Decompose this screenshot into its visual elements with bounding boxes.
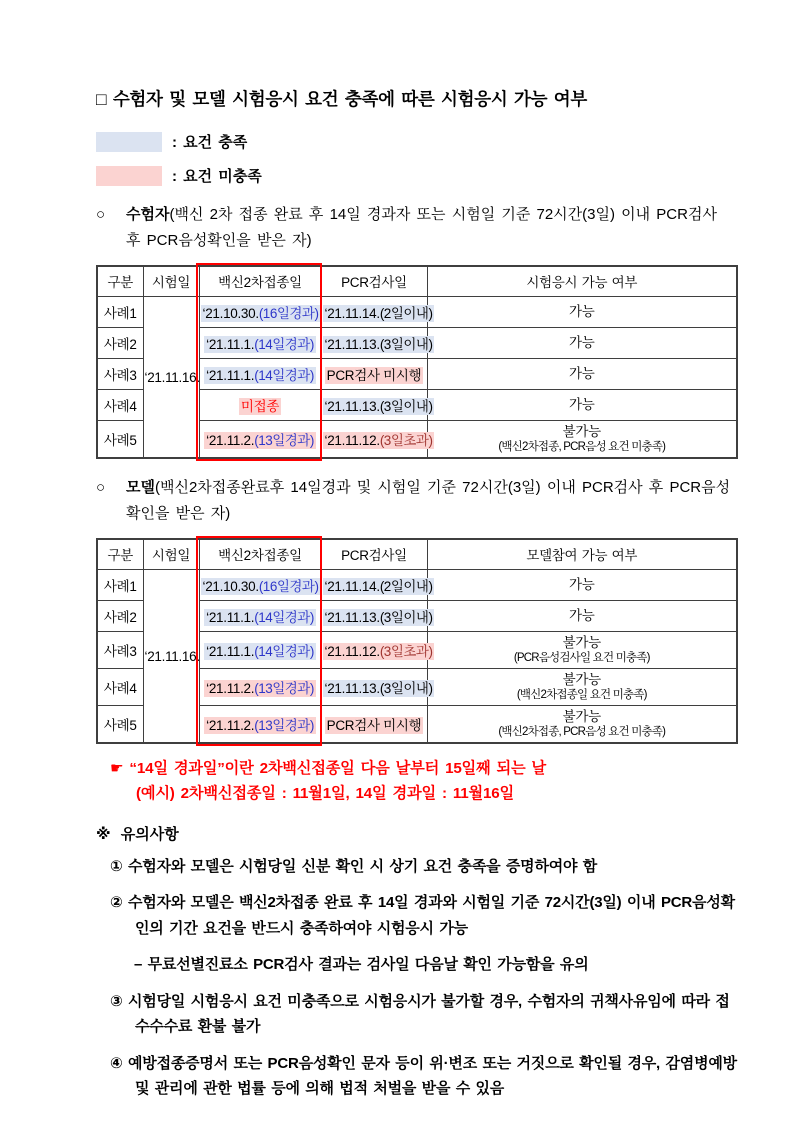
case-label: 사례3 (97, 632, 143, 669)
column-header: 백신2차접종일 (199, 539, 321, 570)
note-number: ④ (110, 1054, 123, 1072)
column-header: 모델참여 가능 여부 (427, 539, 737, 570)
model-table-wrap (96, 538, 738, 745)
pcr-date-cell (321, 570, 433, 601)
result-main: 가능 (569, 365, 595, 381)
column-header: 백신2차접종일 (199, 266, 321, 297)
requirement-table-examinee (96, 265, 738, 460)
section-model-desc: (백신2차접종완료후 14일경과 및 시험일 기준 72시간(3일) 이내 PCR검사 후 PCR음성확인을 받은 자) (126, 479, 731, 523)
date-note: (14일경과) (254, 337, 314, 352)
date-with-note: ‘21.11.2.(13일경과) (206, 433, 314, 449)
unmet-legend-label: : 요건 미충족 (172, 168, 262, 185)
result-main: 가능 (569, 334, 595, 350)
result-main: 가능 (569, 396, 595, 412)
case-label: 사례4 (97, 669, 143, 706)
fourteen-day-definition-note (110, 756, 739, 806)
caution-item-1 (110, 854, 740, 880)
date-note: (13일경과) (254, 681, 314, 697)
result-main: 가능 (569, 576, 595, 592)
column-header: 구분 (97, 266, 143, 297)
column-header: 구분 (97, 539, 143, 570)
result-cell (427, 328, 737, 359)
section-model-name: 모델 (126, 479, 155, 497)
cell-text: 미접종 (240, 399, 280, 414)
date-note: (3일초과) (379, 644, 433, 660)
result-main: 불가능 (562, 709, 601, 725)
date-note: (3일이내) (379, 337, 433, 352)
exam-date-cell: ‘21.11.16. (143, 297, 199, 459)
date-note: (3일이내) (379, 610, 433, 626)
table-header-row (97, 266, 737, 297)
requirement-table-model (96, 538, 738, 745)
vaccine-date-cell (199, 601, 321, 632)
date-with-note: ‘21.11.1.(14일경과) (206, 644, 314, 660)
vaccine-date-cell (199, 421, 321, 459)
case-label: 사례3 (97, 359, 143, 390)
pcr-date-cell (321, 390, 433, 421)
date-with-note: ‘21.11.12.(3일초과) (324, 433, 433, 449)
column-header: PCR검사일 (321, 539, 427, 570)
note-text: 수험자와 모델은 백신2차접종 완료 후 14일 경과와 시험일 기준 72시간(3일) 이내 PCR음성확인의 기간 요건을 반드시 충족하여야 시험응시 가능 (127, 894, 735, 937)
note-text: 수험자와 모델은 시험당일 신분 확인 시 상기 요건 충족을 증명하여야 함 (127, 857, 598, 875)
pcr-date-cell (321, 669, 433, 706)
date-with-note: ‘21.11.12.(3일초과) (324, 644, 433, 660)
column-header: PCR검사일 (321, 266, 427, 297)
status-text (325, 367, 424, 384)
note-number: ③ (110, 992, 123, 1010)
case-label: 사례5 (97, 421, 143, 459)
met-color-swatch (96, 132, 162, 152)
vaccine-date-cell (199, 297, 321, 328)
date-with-note: ‘21.11.2.(13일경과) (206, 681, 314, 697)
result-cell (427, 421, 737, 459)
vaccine-date-cell (199, 706, 321, 744)
date-note: (2일이내) (379, 579, 433, 595)
date-note: (13일경과) (254, 718, 314, 734)
date-with-note: ‘21.11.1.(14일경과) (206, 610, 314, 626)
result-sub: (백신2차접종일 요건 미충족) (516, 689, 647, 702)
date-note: (14일경과) (254, 368, 314, 383)
pcr-date-cell (321, 706, 427, 744)
exam-date-cell: ‘21.11.16. (143, 570, 199, 744)
page-title: □ 수험자 및 모델 시험응시 요건 충족에 따른 시험응시 가능 여부 (96, 89, 588, 109)
result-main: 불가능 (562, 424, 601, 439)
date-note: (2일이내) (379, 306, 433, 321)
section-model-heading (96, 475, 737, 528)
case-label: 사례4 (97, 390, 143, 421)
vaccine-date-cell (199, 390, 321, 421)
status-text (325, 717, 424, 734)
result-cell (427, 706, 737, 744)
column-header: 시험응시 가능 여부 (427, 266, 737, 297)
column-header: 시험일 (143, 266, 199, 297)
date-note: (16일경과) (258, 306, 319, 321)
cell-text: PCR검사 미시행 (326, 368, 422, 383)
caution-item-3 (110, 989, 740, 1040)
red-note-line1: ☛ “14일 경과일”이란 2차백신접종일 다음 날부터 15일째 되는 날 (110, 760, 546, 778)
circle-bullet-icon: ○ (96, 206, 106, 223)
section-examinee-heading (96, 202, 737, 255)
table-row (97, 297, 737, 328)
date-with-note: ‘21.11.14.(2일이내) (324, 579, 433, 595)
result-cell (427, 359, 737, 390)
date-with-note: ‘21.11.14.(2일이내) (324, 306, 433, 321)
date-with-note: ‘21.11.2.(13일경과) (206, 718, 314, 734)
vaccine-date-cell (199, 669, 321, 706)
date-with-note: ‘21.11.13.(3일이내) (324, 610, 433, 626)
note-text: 시험당일 시험응시 요건 미충족으로 시험응시가 불가할 경우, 수험자의 귀책사유임에 따라 접수수수료 환불 불가 (127, 992, 730, 1036)
result-cell (427, 632, 737, 669)
result-main: 불가능 (562, 635, 601, 651)
date-with-note: ‘21.10.30.(16일경과) (202, 579, 319, 595)
date-note: (3일이내) (379, 399, 433, 414)
note-text: 예방접종증명서 또는 PCR음성확인 문자 등이 위·변조 또는 거짓으로 확인될 경우, 감염병예방 및 관리에 관한 법률 등에 의해 법적 처벌을 받을 수 있음 (127, 1054, 737, 1098)
caution-item-2 (110, 890, 740, 941)
result-sub: (백신2차접종, PCR음성 요건 미충족) (498, 726, 666, 739)
section-examinee-desc: (백신 2차 접종 완료 후 14일 경과자 또는 시험일 기준 72시간(3일) 이내 PCR검사 후 PCR음성확인을 받은 자) (126, 206, 717, 250)
result-main: 불가능 (562, 672, 601, 688)
examinee-table-wrap (96, 265, 738, 460)
date-with-note: ‘21.11.13.(3일이내) (324, 399, 433, 414)
unmet-color-swatch (96, 166, 162, 186)
date-with-note: ‘21.11.13.(3일이내) (324, 337, 433, 352)
vaccine-date-cell (199, 570, 321, 601)
date-note: (3일이내) (379, 681, 433, 697)
cell-text: PCR검사 미시행 (326, 718, 422, 734)
result-sub: (PCR음성검사일 요건 미충족) (513, 651, 650, 664)
legend-met (96, 131, 739, 152)
case-label: 사례1 (97, 570, 143, 601)
section-model-text (126, 475, 737, 528)
date-with-note: ‘21.11.1.(14일경과) (206, 337, 314, 352)
pcr-date-cell (321, 359, 427, 390)
caution-item-4 (110, 1051, 740, 1102)
circle-bullet-icon: ○ (96, 479, 106, 497)
column-header: 시험일 (143, 539, 199, 570)
result-main: 가능 (569, 607, 595, 623)
pcr-date-cell (321, 297, 433, 328)
date-note: (16일경과) (258, 579, 319, 595)
date-note: (13일경과) (254, 433, 314, 449)
red-note-line2: (예시) 2차백신접종일 : 11월1일, 14일 경과일 : 11월16일 (136, 785, 514, 803)
met-legend-label: : 요건 충족 (172, 134, 248, 151)
date-note: (14일경과) (254, 644, 314, 660)
pcr-date-cell (321, 601, 433, 632)
pcr-date-cell (321, 632, 433, 669)
caution-item-2-sub: – 무료선별진료소 PCR검사 결과는 검사일 다음날 확인 가능함을 유의 (134, 956, 589, 974)
date-note: (14일경과) (254, 610, 314, 626)
result-cell (427, 570, 737, 601)
result-cell (427, 297, 737, 328)
table-header-row (97, 539, 737, 570)
date-note: (3일초과) (379, 433, 433, 449)
case-label: 사례1 (97, 297, 143, 328)
case-label: 사례2 (97, 601, 143, 632)
result-main: 가능 (569, 303, 595, 319)
result-cell (427, 669, 737, 706)
table-row (97, 570, 737, 601)
pcr-date-cell (321, 421, 433, 459)
pcr-date-cell (321, 328, 433, 359)
date-with-note: ‘21.11.1.(14일경과) (206, 368, 314, 383)
note-number: ② (110, 894, 123, 912)
section-examinee-text (126, 202, 737, 255)
case-label: 사례5 (97, 706, 143, 744)
note-number: ① (110, 857, 123, 875)
vaccine-date-cell (199, 328, 321, 359)
result-cell (427, 390, 737, 421)
result-cell (427, 601, 737, 632)
date-with-note: ‘21.11.13.(3일이내) (324, 681, 433, 697)
vaccine-date-cell (199, 632, 321, 669)
cautions-title: ※ 유의사항 (96, 825, 179, 843)
status-text (239, 398, 281, 415)
vaccine-date-cell (199, 359, 321, 390)
date-with-note: ‘21.10.30.(16일경과) (202, 306, 319, 321)
case-label: 사례2 (97, 328, 143, 359)
legend-unmet (96, 165, 739, 186)
result-sub: (백신2차접종, PCR음성 요건 미충족) (498, 440, 666, 453)
section-examinee-name: 수험자 (126, 206, 170, 223)
